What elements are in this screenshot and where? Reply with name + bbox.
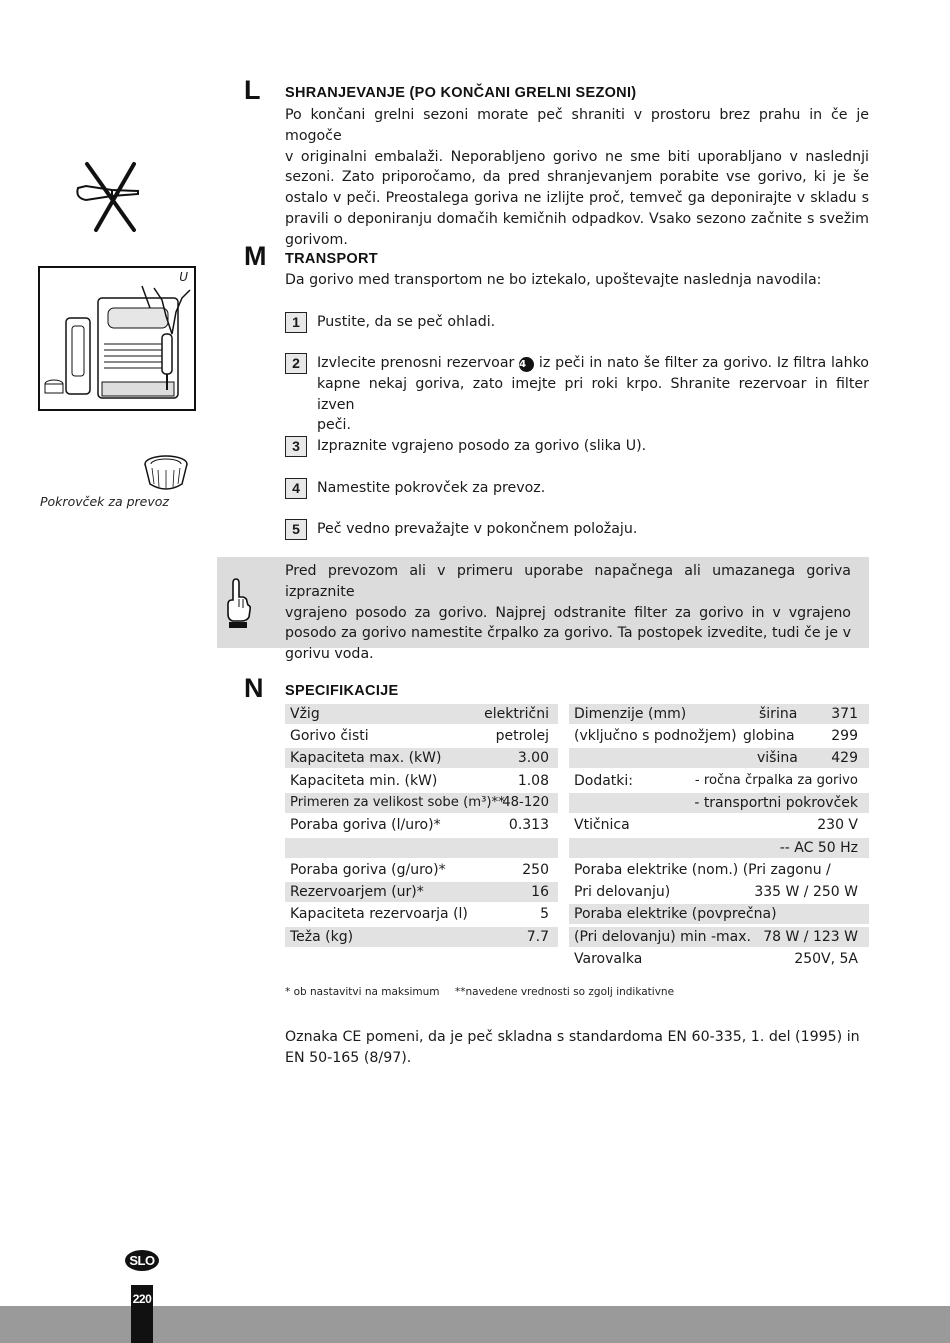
pointing-hand-icon: [223, 577, 253, 629]
spec-row: Rezervoarjem (ur)* 16: [285, 882, 558, 902]
footnote-max-setting: * ob nastavitvi na maksimum: [285, 986, 440, 998]
spec-row: Varovalka 250V, 5A: [574, 951, 858, 967]
part-number-badge: 4: [519, 357, 534, 372]
language-badge: SLO: [125, 1250, 159, 1271]
spec-row: Teža (kg) 7.7: [285, 927, 558, 947]
spec-row: [285, 838, 558, 858]
section-letter-n: N: [244, 673, 264, 703]
warning-note-text: Pred prevozom ali v primeru uporabe napačnega ali umazanega goriva izpraznite vgrajeno posodo za gorivo. Najprej odstranite filter za gorivo in v vgrajeno posodo za gorivo namestite črpalko za gorivo. Ta postopek izvedite, tudi če je v gorivu voda.: [285, 563, 851, 663]
spec-row: -- AC 50 Hz: [569, 838, 869, 858]
step-number: 1: [285, 312, 307, 333]
spec-row: Kapaciteta max. (kW) 3.00: [285, 748, 558, 768]
step-number: 3: [285, 436, 307, 457]
spec-row: Primeren za velikost sobe (m³)** 48-120: [285, 793, 558, 813]
spec-row: Poraba elektrike (nom.) (Pri zagonu /: [574, 862, 831, 878]
warning-note-box: [217, 557, 869, 663]
spec-row: (vključno s podnožjem) globina 299: [574, 728, 858, 744]
section-letter-l: L: [244, 75, 261, 105]
step-number: 5: [285, 519, 307, 540]
spec-row: Poraba goriva (l/uro)* 0.313: [290, 817, 549, 833]
section-letter-m: M: [244, 241, 267, 271]
spec-row: Vžig električni: [285, 704, 558, 724]
spec-row: Poraba elektrike (povprečna): [569, 904, 869, 924]
no-screwdriver-icon: [72, 160, 152, 232]
figure-u-frame: [38, 266, 196, 411]
spec-row: (Pri delovanju) min -max. 78 W / 123 W: [569, 927, 869, 947]
section-title-transport: TRANSPORT: [285, 251, 378, 267]
spec-row: Dimenzije (mm) širina 371: [569, 704, 869, 724]
step-number: 2: [285, 353, 307, 374]
step-number: 4: [285, 478, 307, 499]
page-number: 220: [132, 1292, 152, 1306]
spec-table-right: [569, 704, 869, 972]
spec-row: Vtičnica 230 V: [574, 817, 858, 833]
spec-row: Gorivo čisti petrolej: [290, 728, 549, 744]
transport-cap-icon: [142, 454, 190, 494]
spec-row: Pri delovanju) 335 W / 250 W: [574, 884, 858, 900]
spec-row: Kapaciteta rezervoarja (l) 5: [290, 906, 549, 922]
heater-illustration: [42, 278, 192, 408]
ce-conformity-text: Oznaka CE pomeni, da je peč skladna s standardoma EN 60-335, 1. del (1995) in EN 50-165 (8/97).: [285, 1029, 860, 1066]
section-title-specifications: SPECIFIKACIJE: [285, 683, 399, 699]
spec-row: - transportni pokrovček: [569, 793, 869, 813]
transport-cap-caption: Pokrovček za prevoz: [40, 494, 169, 509]
section-title-storage: SHRANJEVANJE (PO KONČANI GRELNI SEZONI): [285, 85, 637, 101]
footnote-indicative: **navedene vrednosti so zgolj indikativne: [455, 986, 675, 998]
transport-intro: Da gorivo med transportom ne bo iztekalo, upoštevajte naslednja navodila:: [285, 272, 822, 288]
spec-row: Poraba goriva (g/uro)* 250: [290, 862, 549, 878]
spec-row: Dodatki: - ročna črpalka za gorivo: [574, 773, 858, 789]
storage-paragraph: Po končani grelni sezoni morate peč shraniti v prostoru brez prahu in če je mogoče v originalni embalaži. Neporabljeno gorivo ne sme biti uporabljano v naslednji sezoni. Zato priporočamo, da pred shranjevanjem porabite vse gorivo, ki je še ostalo v peči. Preostalega goriva ne izlijte proč, temveč ga deponirajte v skladu s pravili o deponiranju domačih kemičnih odpadkov. Vsako sezono začnite s svežim gorivom.: [285, 107, 869, 248]
figure-u-label: U: [179, 270, 188, 284]
spec-table-left: [285, 704, 558, 950]
spec-row: Kapaciteta min. (kW) 1.08: [290, 773, 549, 789]
spec-row: višina 429: [569, 748, 869, 768]
